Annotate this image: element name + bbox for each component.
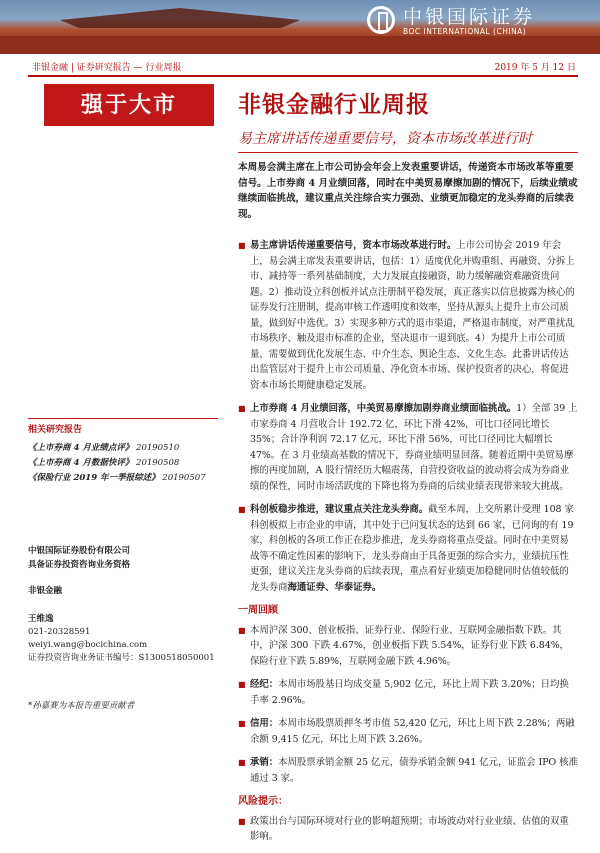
- report-title: 非银金融行业周报: [238, 91, 430, 118]
- review-item: ■ 本周沪深 300、创业板指、证券行业、保险行业、互联网金融指数下跌。其中，沪深 300 下跌 4.67%，创业板指下跌 5.54%，证券行业下跌 6.84%，保险行业下跌 5.89%，互联网金融下跌 4.96%。: [238, 623, 578, 670]
- key-point: [238, 401, 578, 494]
- related-reports: [28, 422, 218, 486]
- review-item: ■ 承销：本周股票承销金额 25 亿元，债券承销金额 941 亿元，证监会 IPO 核准通过 3 家。: [238, 755, 578, 786]
- palace-roof-graphic: [60, 8, 300, 28]
- key-point-head: 科创板稳步推进，建议重点关注龙头券商。: [250, 504, 429, 515]
- company-qualification: 具备证券投资咨询业务资格: [28, 560, 131, 570]
- risk-heading: 风险提示：: [238, 796, 288, 807]
- analyst-name: 王维逸: [28, 614, 54, 624]
- key-point-text: 1）全部 39 上市家券商 4 月营收合计 192.72 亿，环比下滑 42%，可比口径同比增长 35%；合计净利润 72.17 亿元，环比下滑 56%，可比口径同比大幅增长 47%。在 3 月业绩高基数的情况下，券商业绩明显回落。随着近期中美贸易摩擦的再度加剧，A 股行情经历大幅震荡，自营投资收益的波动将会成为券商业绩的保性，同时市场活跃度的下降也将为券商的后续业绩表现带来较大挑战。: [250, 403, 578, 492]
- main-content: [238, 238, 578, 853]
- key-point: [238, 502, 578, 595]
- brand-logo: [367, 4, 582, 42]
- key-point-head: 易主席讲话传递重要信号，资本市场改革进行时。: [250, 240, 457, 251]
- key-point-tail: 海通证券、华泰证券。: [287, 581, 382, 593]
- brand-name-en: BOC INTERNATIONAL (CHINA): [403, 27, 527, 36]
- company-info: [28, 544, 218, 572]
- review-item: ■ 经纪：本周市场股基日均成交量 5,902 亿元，环比上周下跌 3.20%；日均换手率 2.96%。: [238, 677, 578, 708]
- key-point-text: 上市公司协会 2019 年会上，易会满主席发表重要讲话，包括：1）适度优化并购重组、再融资、分拆上市、减持等一系列基础制度，大力发展直接融资，助力缓解融资难融资贵问题。2）推动设立科创板并试点注册制平稳发展，真正落实以信息披露为核心的证券发行注册制，提高审核工作透明度和效率，坚持从源头上提升上市公司质量，做到好中选优。3）实现多种方式的退市渠道，严格退市制度，对严重扰乱市场秩序、触及退市标准的企业，坚决退市一退到底。4）为提升上市公司质量，需要做到优化发展生态、中介生态、舆论生态、文化生态。此番讲话传达出监管层对于提升上市公司质量、净化资本市场、保护投资者的决心，将促进资本市场长期健康稳定发展。: [250, 240, 575, 391]
- risk-item: ■ 政策出台与国际环境对行业的影响超预期；市场波动对行业业绩、估值的双重影响。: [238, 814, 578, 845]
- analyst-info: [28, 612, 218, 665]
- title-divider: [238, 152, 578, 153]
- sidebar-divider: [28, 418, 218, 419]
- brand-name-cn: 中银国际证券: [403, 6, 536, 28]
- key-point-text: 截至本周，上交所累计受理 108 家科创板拟上市企业的申请，其中处于已问复状态的达到 66 家，已问询的有 19 家，科创板的各项工作正在稳步推进，龙头券商将重点受益。同时在中美贸易战等不确定性因素的影响下，龙头券商由于具备更强的综合实力，业绩抗压性更强，建议关注龙头券商的后续表现，重点看好业绩更加稳健同时估值较低的龙头券商: [250, 504, 574, 593]
- summary-paragraph: 本周易会满主席在上市公司协会年会上发表重要讲话，传递资本市场改革等重要信号。上市券商 4 月业绩回落，同时在中美贸易摩擦加剧的情况下，后续业绩或继续面临挑战，建议重点关注综合实力强劲、业绩更加稳定的龙头券商的后续表现。: [238, 162, 578, 220]
- review-item: ■ 信用：本周市场股票质押冬考市值 52,420 亿元，环比上周下跌 2.28%；两融余额 9,415 亿元，环比上周下跌 3.26%。: [238, 716, 578, 747]
- boc-logo-icon: [367, 6, 395, 34]
- analyst-license: 证券投资咨询业务证书编号：S1300518050001: [28, 653, 215, 663]
- related-report-item[interactable]: 《上市券商 4 月业绩点评》 20190510: [28, 443, 180, 453]
- report-category: 非银金融 | 证券研究报告 — 行业周报: [32, 63, 182, 73]
- contributor-note: *孙嘉赛为本报告重要贡献者: [28, 701, 135, 711]
- related-reports-heading: 相关研究报告: [28, 425, 83, 435]
- related-report-item[interactable]: 《保险行业 2019 年一季报综述》 20190507: [28, 473, 206, 483]
- report-date: 2019 年 5 月 12 日: [494, 63, 576, 73]
- related-report-item[interactable]: 《上市券商 4 月数据快评》 20190508: [28, 458, 180, 468]
- header-banner-image: [0, 0, 600, 54]
- weekly-review-heading: 一周回顾: [238, 605, 278, 616]
- report-subtitle: 易主席讲话传递重要信号，资本市场改革进行时: [238, 131, 532, 147]
- header-divider: [28, 75, 578, 77]
- analyst-phone: 021-20328591: [28, 627, 91, 637]
- company-name: 中银国际证券股份有限公司: [28, 546, 131, 556]
- key-point-head: 上市券商 4 月业绩回落，中美贸易摩擦加剧券商业绩面临挑战。: [250, 403, 517, 414]
- sector-label: 非银金融: [28, 586, 63, 596]
- analyst-email[interactable]: weiyi.wang@bocichina.com: [28, 640, 148, 650]
- key-point: [238, 238, 578, 393]
- report-meta-bar: [28, 58, 578, 74]
- rating-badge: 强于大市: [44, 84, 214, 126]
